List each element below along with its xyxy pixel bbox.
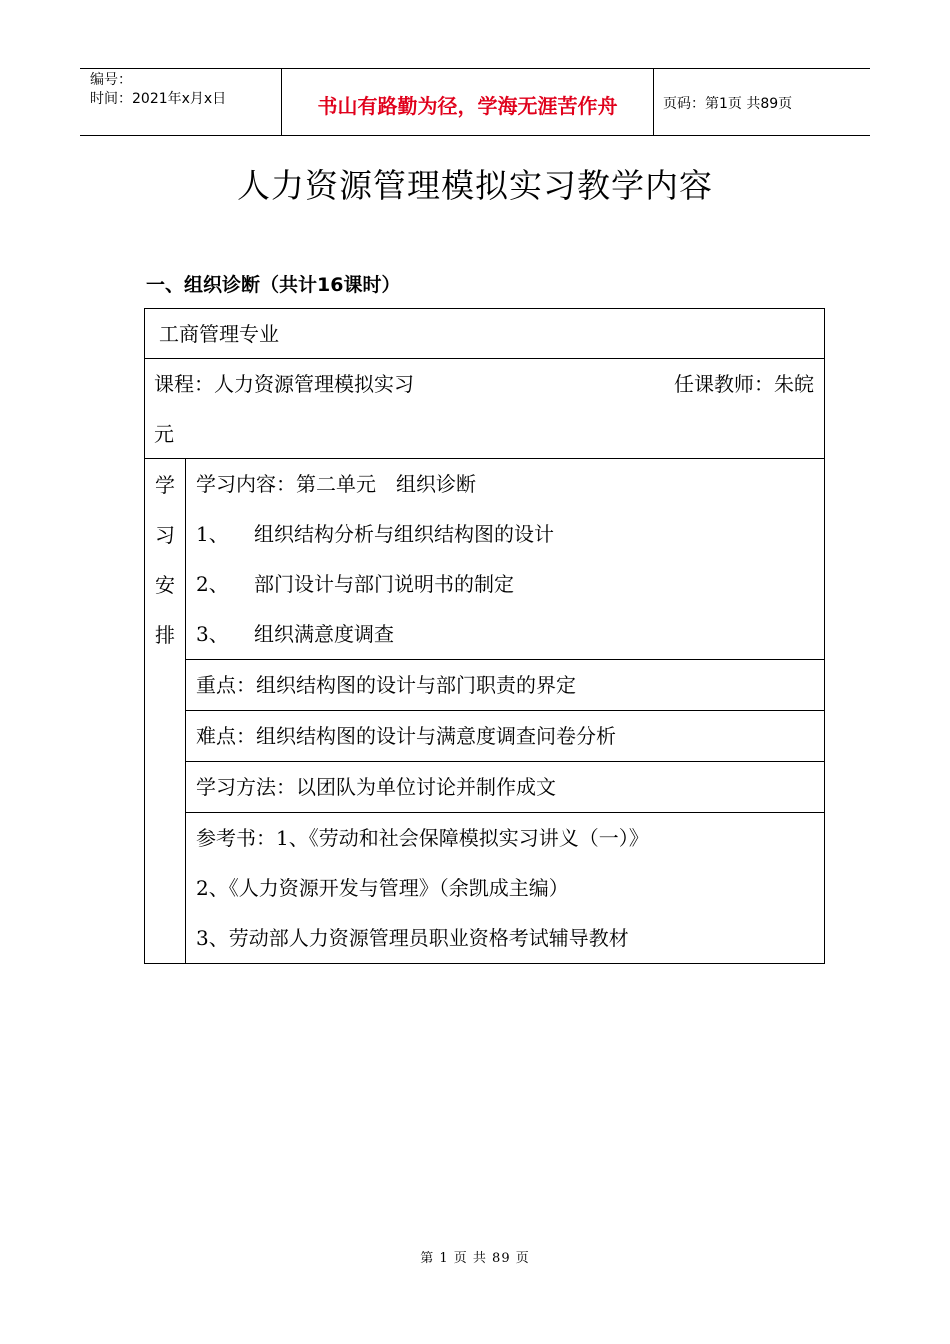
side-char: 排 [155,623,175,647]
header-page-info: 页码：第1页 共89页 [663,96,793,112]
date-label: 时间：2021年x月x日 [90,91,227,107]
key-point: 重点：组织结构图的设计与部门职责的界定 [196,673,576,697]
method-block [186,762,824,813]
course-table [144,308,825,964]
list-item: 1、 组织结构分析与组织结构图的设计 [196,522,554,546]
page-header [80,68,870,136]
study-method: 学习方法：以团队为单位讨论并制作成文 [196,775,556,799]
page-footer: 第 1 页 共 89 页 [420,1251,530,1266]
list-item: 2、 部门设计与部门说明书的制定 [196,572,514,596]
document-title: 人力资源管理模拟实习教学内容 [237,166,713,205]
header-meta [80,69,282,135]
side-char: 学 [155,473,175,497]
side-char: 安 [155,573,175,597]
teacher-name-continued: 元 [154,422,174,446]
difficulty: 难点：组织结构图的设计与满意度调查问卷分析 [196,724,616,748]
study-arrangement-row [145,459,824,963]
section-heading: 一、组织诊断（共计16课时） [146,274,401,296]
difficulty-block [186,711,824,762]
side-char: 习 [155,523,175,547]
number-label: 编号： [90,72,132,88]
course-row [145,359,824,459]
reference-item: 参考书：1、《劳动和社会保障模拟实习讲义（一）》 [196,826,649,850]
header-motto: 书山有路勤为径，学海无涯苦作舟 [282,69,654,135]
course-name: 课程：人力资源管理模拟实习 [154,372,414,396]
reference-item: 3、劳动部人力资源管理员职业资格考试辅导教材 [196,926,629,950]
teacher-label: 任课教师：朱皖 [674,372,814,396]
key-point-block [186,660,824,711]
list-item: 3、 组织满意度调查 [196,622,394,646]
major-row: 工商管理专业 [145,309,824,359]
content-title: 学习内容：第二单元 组织诊断 [196,472,476,496]
study-arrangement-content [186,459,824,963]
study-arrangement-label [145,459,186,963]
reference-item: 2、《人力资源开发与管理》（余凯成主编） [196,876,569,900]
references-block [186,813,824,963]
content-block [186,459,824,660]
